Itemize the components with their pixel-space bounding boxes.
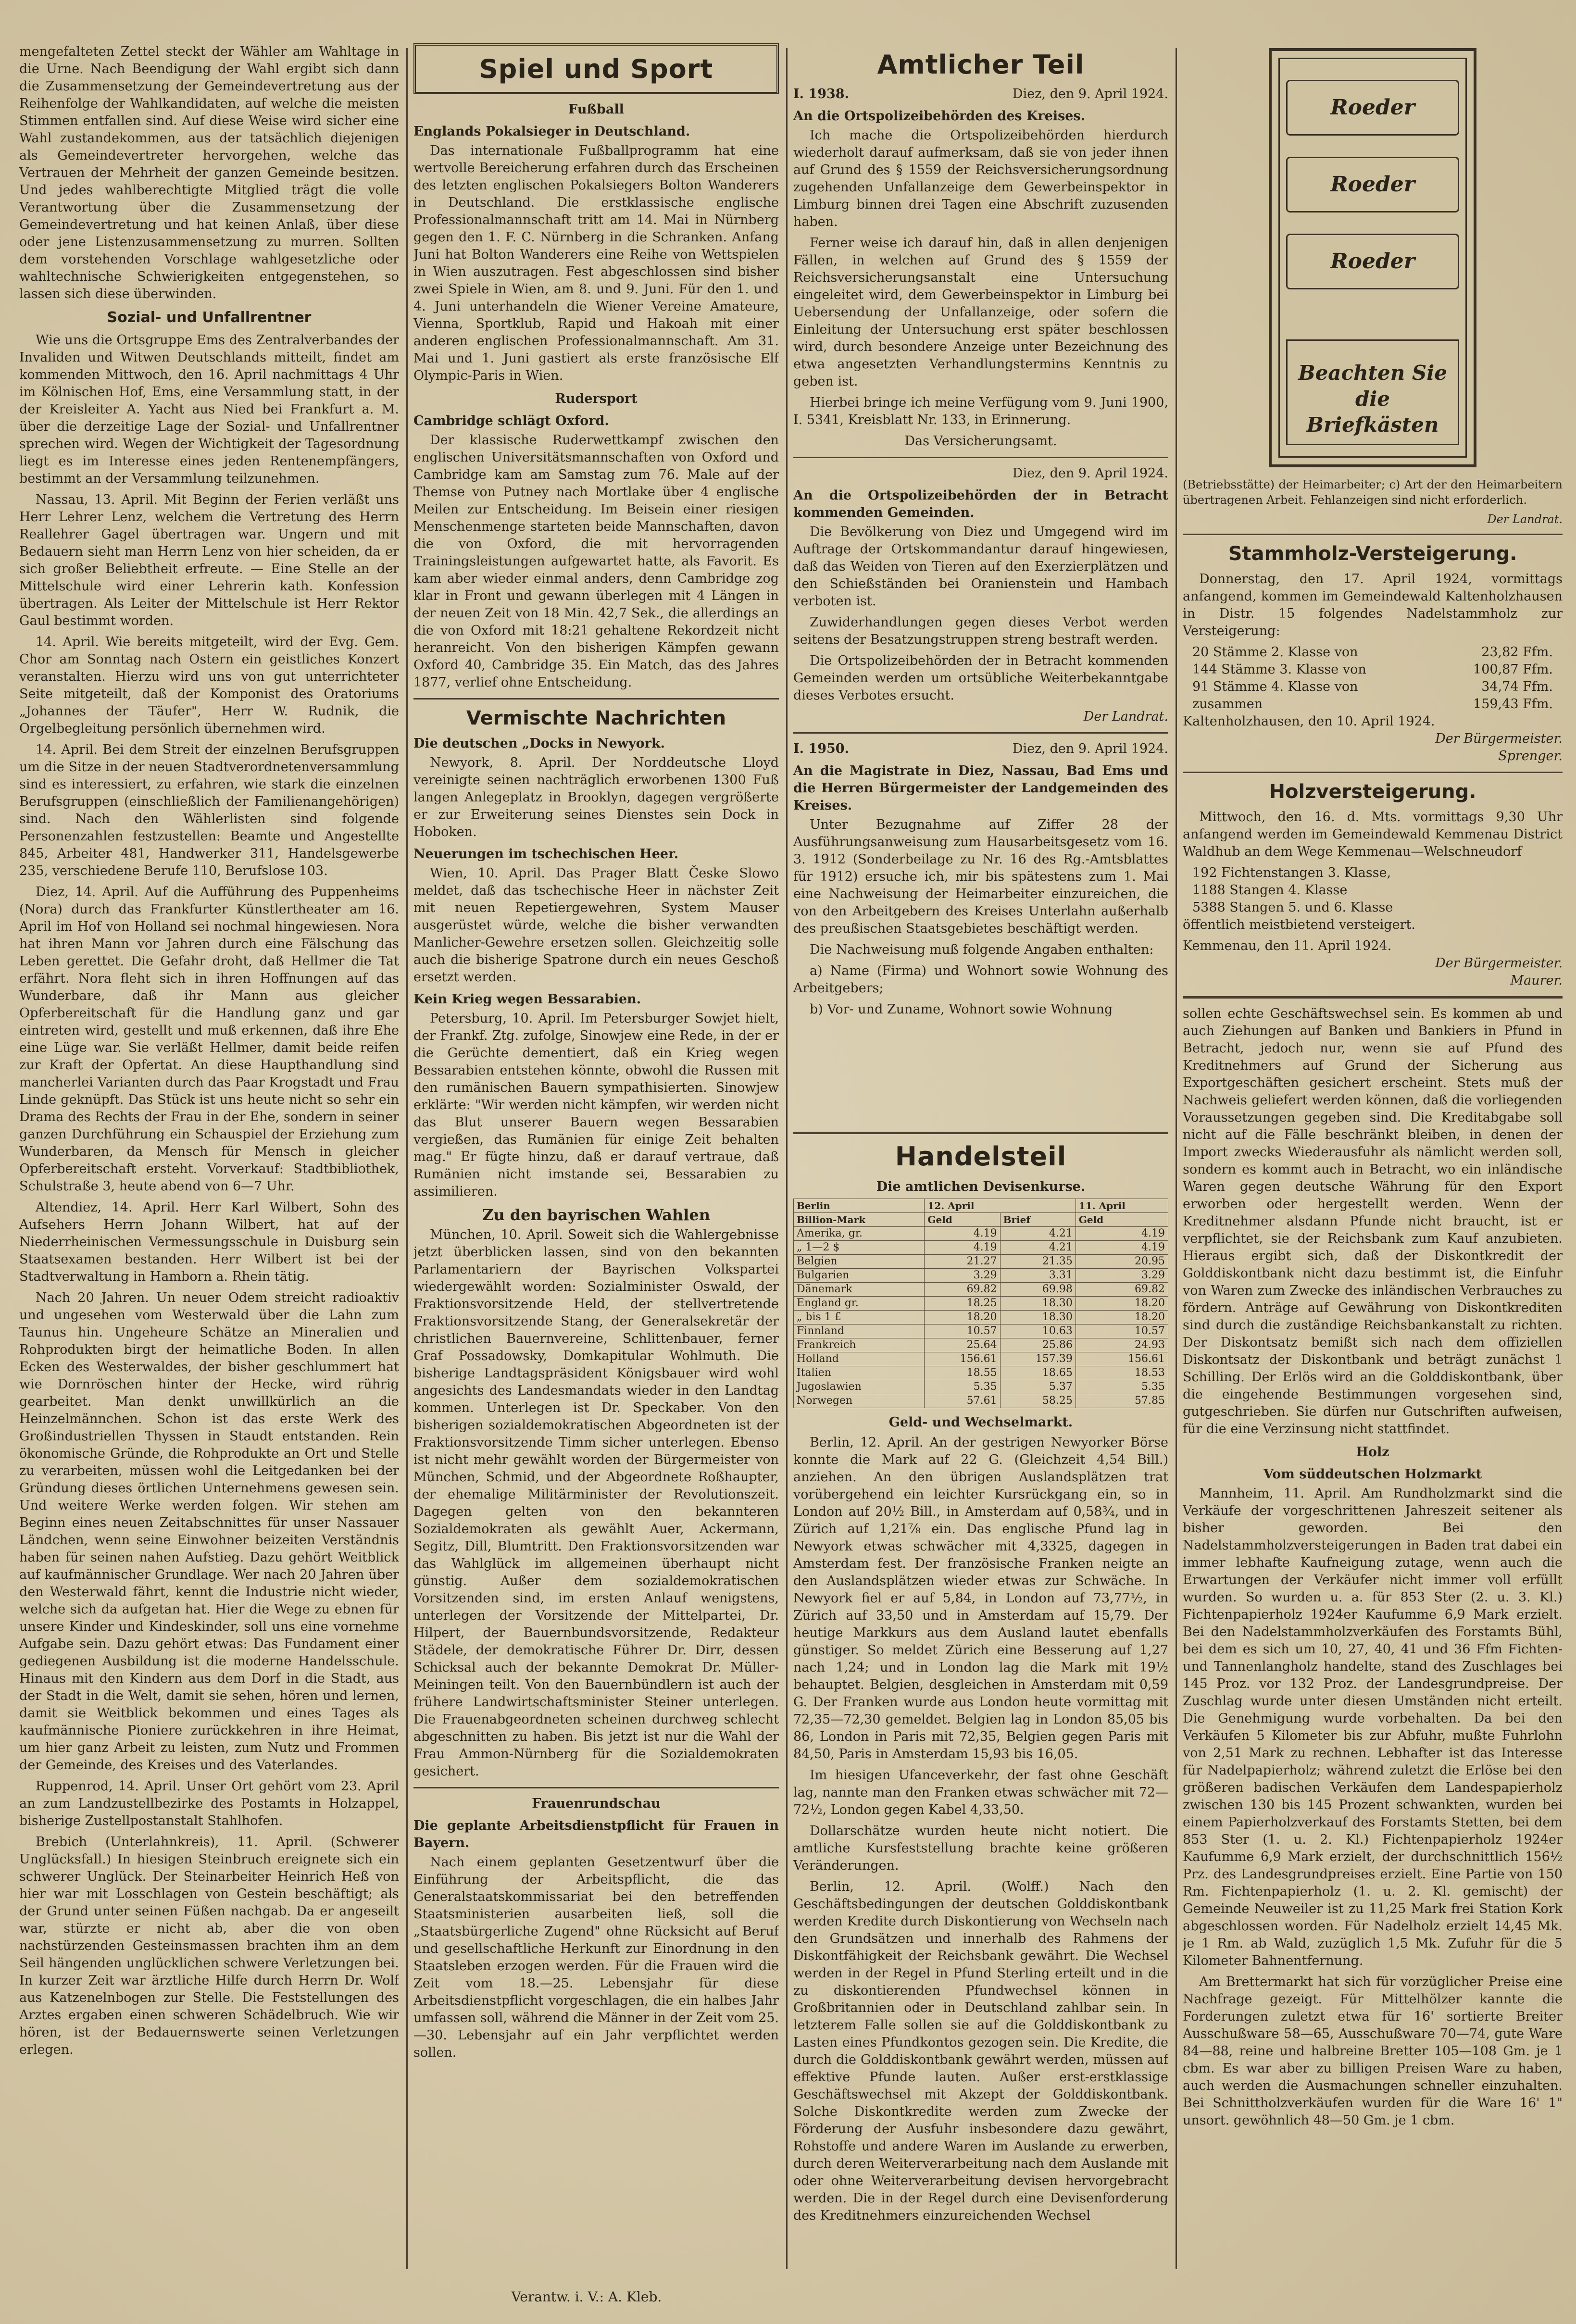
subhead-ruder: Rudersport (555, 391, 638, 406)
stammholz-qty: zusammen (1192, 697, 1263, 712)
article-handel-cont: sollen echte Geschäftswechsel sein. Es kommen ab und auch Ziehungen auf Banken und Bankiers in Pfund in Betracht, jedoch nur, wenn sie auf Pfund des Kreditnehmers auf Grund der Sicherung aus Exportgeschäften gesichert erscheint. Stets muß der Nachweis geliefert werden können, daß die vorliegenden Voraussetzungen gegeben sind. Die Kreditabgabe soll nicht auf die Fälle beschränkt bleiben, in denen der Import zwecks Wiederausfuhr als nämlicht werden soll, sondern es kommt auch in Betracht, wo ein inländische Waren gegen deutsche Währung für den Export erworben oder hergestellt werden. Wenn der Kreditnehmer alsdann Pfunde nicht braucht, ist er verpflichtet, sie der Reichsbank zum Kauf anzubieten. Hieraus ergibt sich, daß der Diskontkredit der Golddiskontbank nicht dazu bestimmt ist, die Einfuhr von Waren zum Zwecke des inländischen Verbrauches zu fördern. Anträge auf Gewährung von Diskontkrediten sind durch die zuständige Reichsbankanstalt zu richten. Der Diskontsatz bemißt sich nach dem offiziellen Diskontsatz der Diskontbank und beträgt zunächst 1 Schilling. Der Erlös wird an die Golddiskontbank, über die eingehende Bestimmungen vorgesehen sind, gutgeschrieben. Sie dürfen nur Gutschriften aufweisen, für die eine Verzinsung nicht stattfindet. (1183, 1006, 1563, 1437)
column-rule-3 (1176, 48, 1177, 2269)
signature-2: Der Landrat. (1083, 709, 1168, 724)
subhead-fussball: Fußball (568, 102, 624, 117)
ad-brand-2: Roeder (1286, 157, 1459, 212)
fx-geld: 10.57 (925, 1324, 1000, 1338)
fx-geld: 18.20 (925, 1311, 1000, 1324)
stammholz-row (1183, 678, 1563, 696)
section-title-amtlich: Amtlicher Teil (877, 50, 1085, 80)
fx-geld: 156.61 (925, 1352, 1000, 1366)
column-sport-misc (413, 43, 779, 2255)
fx-row (794, 1394, 1168, 1408)
fx-brief: 18.30 (1000, 1297, 1076, 1311)
fx-geld: 4.19 (925, 1241, 1000, 1255)
notice-holz-2: öffentlich meistbietend versteigert. (1183, 917, 1415, 932)
fx-brief: 4.21 (1000, 1241, 1076, 1255)
notice-2-p2: Zuwiderhandlungen gegen dieses Verbot werden seitens der Besatzungstruppen streng bestraft werden. (793, 615, 1168, 647)
address-3: An die Magistrate in Diez, Nassau, Bad Ems und die Herren Bürgermeister der Landgemeinden des Kreises. (793, 763, 1168, 813)
fx-currency: Finnland (794, 1324, 925, 1338)
date-1: Diez, den 9. April 1924. (1012, 87, 1168, 101)
footer-editor: Verantw. i. V.: A. Kleb. (511, 2289, 662, 2305)
fx-geld: 4.19 (925, 1227, 1000, 1241)
date-holz: Kemmenau, den 11. April 1924. (1183, 938, 1392, 953)
fx-brief: 69.98 (1000, 1283, 1076, 1297)
fx-brief: Brief (1000, 1213, 1076, 1227)
fx-unit: Billion-Mark (794, 1213, 925, 1227)
column-rule-2 (786, 48, 788, 2269)
fx-row (794, 1338, 1168, 1352)
signature-1: Das Versicherungsamt. (904, 434, 1057, 449)
ad-brand-3: Roeder (1286, 234, 1459, 289)
subhead-devisen: Die amtlichen Devisenkurse. (876, 1179, 1086, 1194)
headline-holzmarkt: Vom süddeutschen Holzmarkt (1263, 1467, 1482, 1482)
fx-brief: 157.39 (1000, 1352, 1076, 1366)
ref-number-1: I. 1938. (793, 87, 849, 101)
fx-geld: 5.35 (925, 1380, 1000, 1394)
stammholz-row (1183, 644, 1563, 661)
stammholz-fm: 100,87 Ffm. (1473, 662, 1553, 677)
article-puppenheim: Diez, 14. April. Auf die Aufführung des Puppenheims (Nora) durch das Frankfurter Künstlertheater am 16. April im Hof von Holland sei nochmal hingewiesen. Nora hat ihren Mann vor Jahren durch eine Fälschung das Leben gerettet. Die Gefahr droht, daß Hellmer die Tat erfährt. Nora fleht sich in ihren Hoffnungen auf das Wunderbare, daß ihr Mann aus gleicher Opferbereitschaft für die Handlung ganz und gar eintreten wird, gestellt und muß erkennen, daß ihre Ehe eine Lüge war. Sie verläßt Hellmer, damit beide reifen zur Kraft der Opfertat. An diese Haupthandlung sind mancherlei Varianten durch das Paar Krogstadt und Frau Linde geknüpft. Das Stück ist uns heute nicht so sehr ein Drama des Rechts der Frau in der Ehe, sondern in seiner ganzen Durchführung ein Schauspiel der Erziehung zum Wunderbaren, da Mensch für Mensch in gleicher Opferbereitschaft ersteht. Vorverkauf: Stadtbibliothek, Schulstraße 3, heute abend von 6—7 Uhr. (19, 885, 399, 1194)
section-title-handel: Handelsteil (895, 1141, 1067, 1172)
fx-currency: „ bis 1 £ (794, 1311, 925, 1324)
roeder-advertisement (1269, 48, 1476, 467)
fx-geld: 69.82 (925, 1283, 1000, 1297)
fx-brief: 18.30 (1000, 1311, 1076, 1324)
section-title-sport: Spiel und Sport (479, 54, 713, 84)
fx-currency: Bulgarien (794, 1269, 925, 1283)
notice-1-p2: Ferner weise ich darauf hin, daß in allen denjenigen Fällen, in welchen auf Grund des § 1559 der Reichsversicherungsanstalt eine Untersuchung eingeleitet wird, dem Gewerbeinspektor in Limburg bei Uebersendung der Unfallanzeige, oder sofern die Einleitung der Untersuchung erst später beschlossen wird, durch besondere Anzeige unter Bezeichnung des etwa angesetzten Verhandlungstermins Kenntnis zu geben ist. (793, 236, 1168, 389)
stammholz-qty: 91 Stämme 4. Klasse von (1192, 679, 1358, 694)
notice-3-p1: Unter Bezugnahme auf Ziffer 28 der Ausführungsanweisung zum Hausarbeitsgesetz vom 16. 3. 1912 (Sonderbeilage zu Nr. 16 des Rg.-Amtsblattes für 1912) ersuche ich, mir bis spätestens zum 1. Mai eine Nachweisung der Heimarbeiter einzureichen, die von den Arbeitgebern des Kreises Unterlahn außerhalb des preußischen Staatsgebietes beschäftigt werden. (793, 817, 1168, 936)
fx-row (794, 1366, 1168, 1380)
article-holzmarkt-2: Am Brettermarkt hat sich für vorzüglicher Preise eine Nachfrage gezeigt. Für Mittelhölzer kannte die Forderungen zuletzt etwa für 16' sortierte Breiter Ausschußware 58—65, Ausschußware 70—74, gute Ware 84—88, reine und halbreine Bretter 105—108 Gm. je 1 cbm. Es war aber zu billigen Preisen Ware zu haben, auch werden die Ausmachungen schneller einzuhalten. Bei Schnittholzverkäufen wurden für die Ware 16' 1" unsort. gewöhnlich 48—50 Gm. je 1 cbm. (1183, 1974, 1563, 2128)
stammholz-fm: 159,43 Ffm. (1473, 697, 1553, 712)
article-ruder: Der klassische Ruderwettkampf zwischen den englischen Universitätsmannschaften von Oxford und Cambridge kam am Samstag zum 76. Male auf der Themse von Putney nach Mortlake über 4 englische Meilen zur Entscheidung. Im Beisein einer riesigen Menschenmenge starteten beide Mannschaften, davon die von Oxford, die mit hervorragenden Trainingsleistungen aufgewartet hatte, als Favorit. Es kam aber wieder einmal anders, denn Cambridge zog klar in Front und gewann überlegen mit 4 Längen in der neuen Zeit von 18 Min. 42,7 Sek., die allerdings an die von Oxford mit 18:21 gehaltene Rekordzeit nicht heranreicht. Von den bisherigen Kämpfen gewann Oxford 40, Cambridge 35. Ein Match, das des Jahres 1877, verlief ohne Entscheidung. (413, 433, 779, 690)
fx-currency: Holland (794, 1352, 925, 1366)
headline-docks: Die deutschen „Docks in Newyork. (413, 736, 665, 751)
stammholz-row (1183, 661, 1563, 678)
holz-list (1183, 864, 1563, 916)
fx-geld-prev: 156.61 (1076, 1352, 1168, 1366)
subhead-geldmarkt: Geld- und Wechselmarkt. (888, 1415, 1073, 1430)
stammholz-list (1183, 644, 1563, 713)
fx-brief: 25.86 (1000, 1338, 1076, 1352)
fx-geld-prev: 4.19 (1076, 1241, 1168, 1255)
ref-number-3: I. 1950. (793, 741, 849, 756)
fx-geld-2: Geld (1076, 1213, 1168, 1227)
fx-geld-prev: 57.85 (1076, 1394, 1168, 1408)
holz-row (1183, 864, 1563, 882)
holz-qty: 192 Fichtenstangen 3. Klasse, (1192, 865, 1391, 880)
notice-2-p3: Die Ortspolizeibehörden der in Betracht kommenden Gemeinden werden um ortsübliche Weiterbekanntgabe dieses Verbotes ersucht. (793, 653, 1168, 703)
article-holzmarkt: Mannheim, 11. April. Am Rundholzmarkt sind die Verkäufe der vorgeschrittenen Jahreszeit seitener als bisher geworden. Bei den Nadelstammholzversteigerungen in Baden trat dabei ein immer lebhafte Kaufneigung zutage, wenn auch die Erwartungen der Verkäufer nicht immer voll erfüllt wurden. So wurden u. a. für 853 Ster (2. u. 3. Kl.) Fichtenpapierholz 1924er Kaufumme 6,9 Mark erzielt. Bei den Nadelstammholzverkäufen des Forstamts Bühl, bei dem es sich um 10, 27, 40, 41 und 36 Ffm Fichten- und Tannenlangholz handelte, stand des Zuschlages bei 145 Proz. vor 132 Proz. der Landesgrundpreise. Der Zuschlag wurde unter diesen Umständen nicht erteilt. Die Genehmigung wurde vorbehalten. Da bei den Verkäufen 5 Kilometer bis zur Abfuhr, mußte Fuhrlohn von 2,51 Mark zu rechnen. Lebhafter ist das Interesse für Nadelpapierholz; während zuletzt die Erlöse bei den größeren badischen Verkäufen dem Landespapierholz zwischen 130 bis 145 Prozent schwankten, wurden bei einem Papierholzverkauf des Forstamts Stetten, bei dem 853 Ster (1. u. 2. Kl.) Fichtenpapierholz 1924er Kaufumme 6,9 Mark erzielt, der durchschnittlich 156½ Prz. des Landesgrundpreises erzielt. Eine Partie von 150 Rm. Fichtenpapierholz (1. u. 2. Kl. gemischt) der Gemeinde Neuweiler ist zu 11,25 Mark frei Station Kork abgeschlossen worden. Für Nadelholz erzielt 14,45 Mk. je 1 Rm. ab Wald, zuzüglich 1,5 Mk. Zufuhr für die 5 Kilometer Bahnentfernung. (1183, 1486, 1563, 1968)
column-official (793, 43, 1168, 1115)
column-ads (1183, 43, 1563, 2303)
signature-holz-1: Der Bürgermeister. (1435, 956, 1563, 971)
fx-currency: Jugoslawien (794, 1380, 925, 1394)
headline-krieg: Kein Krieg wegen Bessarabien. (413, 992, 641, 1007)
notice-holz: Mittwoch, den 16. d. Mts. vormittags 9,30 Uhr anfangend werden im Gemeindewald Kemmenau District Waldhub an dem Wege Kemmenau—Welschneudorf (1183, 810, 1563, 859)
fx-row (794, 1255, 1168, 1269)
subhead-frauen: Frauenrundschau (532, 1796, 661, 1811)
article-frauen: Nach einem geplanten Gesetzentwurf über die Einführung der Arbeitspflicht, die das Generalstaatskommissariat bei den betreffenden Staatsministerien ausarbeiten ließ, soll die „Staatsbürgerliche Zugend" ohne Rücksicht auf Beruf und gesellschaftliche Herkunft zur Einordnung in den Staatsleben erzogen werden. Für die Frauen wird die Zeit vom 18.—25. Lebensjahr für diese Arbeitsdienstpflicht vorgeschlagen, die ein halbes Jahr umfassen soll, während die Männer in der Zeit vom 25.—30. Lebensjahr auf ein Jahr verpflichtet werden sollen. (413, 1855, 779, 2060)
heading-sozial: Sozial- und Unfallrentner (107, 309, 312, 326)
fx-currency: Amerika, gr. (794, 1227, 925, 1241)
fx-brief: 3.31 (1000, 1269, 1076, 1283)
article-geld-1: Berlin, 12. April. An der gestrigen Newyorker Börse konnte die Mark auf 22 G. (Gleichzeit 4,54 Bill.) anziehen. An den übrigen Auslandsplätzen trat vorübergehend ein leichter Kursrückgang ein, so in London auf 20½ Bill., in Amsterdam auf 0,58¾, und in Zürich auf 1,21⅞ ein. Das englische Pfund lag in Newyork etwas schwächer mit 4,3325, dagegen in Amsterdam fest. Der französische Franken neigte an den Auslandsplätzen wieder etwas zur Schwäche. In Newyork fiel er auf 5,84, in London auf 73,77½, in Zürich auf 33,50 und in Amsterdam auf 15,79. Der heutige Markkurs aus dem Ausland lautet ebenfalls günstiger. So meldet Zürich eine Besserung auf 1,27 nach 1,24; und in London lag die Mark mit 19½ behauptet. Belgien, desgleichen in Amsterdam mit 0,59 G. Der Franken wurde aus London heute vormittag mit 72,35—72,30 gemeldet. Belgien lag in London 85,05 bis 86, London in Paris mit 72,35, Belgien gegen Paris mit 84,50, Paris in Amsterdam 15,93 bis 16,05. (793, 1435, 1168, 1762)
address-2: An die Ortspolizeibehörden der in Betracht kommenden Gemeinden. (793, 488, 1168, 520)
stammholz-row (1183, 696, 1563, 713)
fx-row (794, 1241, 1168, 1255)
article-wahl-intro: mengefalteten Zettel steckt der Wähler am Wahltage in die Urne. Nach Beendigung der Wahl ergibt sich dann die Zusammensetzung der Gemeindevertretung aus der Reihenfolge der Wahlkandidaten, auf welche die meisten Stimmen entfallen sind. Auf diese Weise wird sicher eine Wahl zustandekommen, aus der tatsächlich diejenigen als Gemeindevertreter hervorgehen, welche das Vertrauen der Mehrheit der ganzen Gemeinde besitzen. Und jedes wahlberechtigte Mitglied trägt die volle Verantwortung über die Zusammensetzung der Gemeindevertretung und hat keinen Anlaß, über diese oder jene Listenzusammensetzung zu murren. Sollten dem vorstehenden Vorschlage wahlgesetzliche oder wahltechnische Schwierigkeiten entgegenstehen, so lassen sich diese überwinden. (19, 44, 399, 301)
fx-currency: Belgien (794, 1255, 925, 1269)
fx-city: Berlin (794, 1199, 925, 1213)
signature-stammholz-1: Der Bürgermeister. (1435, 731, 1563, 746)
fx-brief: 4.21 (1000, 1227, 1076, 1241)
fx-geld-prev: 24.93 (1076, 1338, 1168, 1352)
notice-3-p2: Die Nachweisung muß folgende Angaben enthalten: (810, 942, 1154, 957)
notice-3-item-b: b) Vor- und Zuname, Wohnort sowie Wohnung (810, 1002, 1113, 1017)
article-nach-20-jahren: Nach 20 Jahren. Un neuer Odem streicht radioaktiv und ungesehen vom Westerwald über die Lahn zum Taunus hin. Ungeheure Schätze an Mineralien und Rohprodukten birgt der heimatliche Boden. In allen Ecken des Westerwaldes, der bisher geschlummert hat wie Dornröschen hinter der Hecke, wird rührig gearbeitet. Man denkt unwillkürlich an die Heinzelmännchen. Schon ist das erste Werk des Großindustriellen Thyssen in Staudt entstanden. Rein ökonomische Gründe, die Rohprodukte an Ort und Stelle zu verarbeiten, müssen wohl die Leitgedanken bei der Gründung dieses örtlichen Unternehmens gewesen sein. Und weitere Werke werden folgen. Wir stehen am Beginn eines neuen Zeitabschnittes für unser Nassauer Ländchen, wenn seine Einwohner beizeiten Verständnis haben für seinen nahen Aufstieg. Dazu gehört Weitblick auf kaufmännischer Grundlage. Wer nach 20 Jahren über den Westerwald fährt, kennt die Industrie nicht wieder, welche sich da aufgetan hat. Hier die Wege zu ebnen für unsere Kinder und Kindeskinder, soll uns eine vornehme Aufgabe sein. Dazu gehört etwas: Das Fundament einer gediegenen Ausbildung ist die moderne Handelsschule. Hinaus mit den Kindern aus dem Dorf in die Stadt, aus der Stadt in die Welt, damit sie sehen, hören und lernen, damit sie Weitblick bekommen und eines Tages als kaufmännische Pioniere zurückkehren in ihre Heimat, um hier ganz Arbeit zu leisten, zum Nutz und Frommen der Gemeinde, des Kreises und des Vaterlandes. (19, 1290, 399, 1773)
fx-row (794, 1380, 1168, 1394)
holz-row (1183, 882, 1563, 899)
article-fussball: Das internationale Fußballprogramm hat eine wertvolle Bereicherung erfahren durch das Erscheinen des letzten englischen Pokalsiegers Bolton Wanderers in Deutschland. Die erstklassische englische Professionalmannschaft tritt am 14. Mai in Nürnberg gegen den 1. F. C. Nürnberg in die Schranken. Anfang Juni hat Bolton Wanderers eine Reihe von Wettspielen in Wien auszutragen. Fest abgeschlossen sind bisher zwei Spiele in Wien, am 8. und 9. Juni. Für den 1. und 4. Juni unterhandeln die Wiener Vereine Amateure, Vienna, Sportklub, Rapid und Hakoah mit einer anderen englischen Professionalmannschaft. Am 31. Mai und 1. Juni gastiert als erste französische Elf Olympic-Paris in Wien. (413, 143, 779, 383)
stammholz-fm: 23,82 Ffm. (1481, 645, 1553, 660)
section-title-vermischte: Vermischte Nachrichten (466, 707, 726, 729)
fx-geld-prev: 69.82 (1076, 1283, 1168, 1297)
fx-currency: Norwegen (794, 1394, 925, 1408)
fx-date2: 11. April (1076, 1199, 1168, 1213)
fx-geld-prev: 18.53 (1076, 1366, 1168, 1380)
title-holzversteigerung: Holzversteigerung. (1269, 781, 1476, 803)
fx-geld: 21.27 (925, 1255, 1000, 1269)
holz-qty: 5388 Stangen 5. und 6. Klasse (1192, 900, 1393, 915)
holz-row (1183, 899, 1563, 916)
headline-frauen: Die geplante Arbeitsdienstpflicht für Frauen in Bayern. (413, 1818, 779, 1850)
fx-geld: 18.55 (925, 1366, 1000, 1380)
fx-row (794, 1311, 1168, 1324)
fx-geld-prev: 20.95 (1076, 1255, 1168, 1269)
headline-fussball: Englands Pokalsieger in Deutschland. (413, 124, 690, 139)
date-2: Diez, den 9. April 1924. (1012, 466, 1168, 481)
article-ruppenrod: Ruppenrod, 14. April. Unser Ort gehört vom 23. April an zum Landzustellbezirke des Postamts in Holzappel, bisherige Zustellpostanstalt Stahlhofen. (19, 1779, 399, 1828)
fx-geld-prev: 3.29 (1076, 1269, 1168, 1283)
notice-betrieb: (Betriebsstätte) der Heimarbeiter; c) Art der den Heimarbeitern übertragenen Arbeit. Fehlanzeigen sind nicht erforderlich. (1183, 478, 1563, 507)
signature-betrieb: Der Landrat. (1487, 512, 1563, 526)
signature-holz-2: Maurer. (1510, 973, 1563, 988)
fx-geld: 18.25 (925, 1297, 1000, 1311)
subhead-holz: Holz (1356, 1445, 1389, 1460)
fx-geld: 57.61 (925, 1394, 1000, 1408)
fx-brief: 21.35 (1000, 1255, 1076, 1269)
fx-geld: 25.64 (925, 1338, 1000, 1352)
stammholz-qty: 20 Stämme 2. Klasse von (1192, 645, 1358, 660)
headline-ruder: Cambridge schlägt Oxford. (413, 413, 609, 428)
article-geld-2: Im hiesigen Ufanceverkehr, der fast ohne Geschäft lag, nannte man den Franken etwas schwächer mit 72—72½, London gegen Kabel 4,33,50. (793, 1768, 1168, 1817)
fx-geld-prev: 4.19 (1076, 1227, 1168, 1241)
article-heer: Wien, 10. April. Das Prager Blatt Česke Slowo meldet, daß das tschechische Heer in nächster Zeit mit neuen Repetiergewehren, System Mauser ausgerüstet würde, welche die bisher verwandten Manlicher-Gewehre ersetzen sollen. Gleichzeitig solle auch die bisherige Spatrone durch ein neues Geschoß ersetzt werden. (413, 866, 779, 985)
fx-currency: „ 1—2 $ (794, 1241, 925, 1255)
fx-geld-prev: 18.20 (1076, 1311, 1168, 1324)
fx-date1: 12. April (925, 1199, 1076, 1213)
article-brebich: Brebich (Unterlahnkreis), 11. April. (Schwerer Unglücksfall.) In hiesigen Steinbruch ereignete sich ein schwerer Unglück. Der Steinarbeiter Heinrich Heß von hier war mit Losschlagen von Gestein beschäftigt; als der Grund unter seinen Füßen nachgab. Da er angeseilt war, stürzte er nicht ab, aber die von oben nachstürzenden Gesteinsmassen brachten ihm an dem Seil hängenden unglücklichen schwere Verletzungen bei. In kurzer Zeit war ärztliche Hilfe durch Herrn Dr. Wolf aus Katzenelnbogen zur Stelle. Die Feststellungen des Arztes ergaben einen schweren Schädelbruch. Wie wir hören, ist der Bedauernswerte seinen Verletzungen erlegen. (19, 1835, 399, 2057)
fx-row (794, 1297, 1168, 1311)
stammholz-qty: 144 Stämme 3. Klasse von (1192, 662, 1366, 677)
article-chor: 14. April. Wie bereits mitgeteilt, wird der Evg. Gem. Chor am Sonntag nach Ostern ein geistliches Konzert veranstalten. Hierzu wird uns von gut unterrichteter Seite mitgeteilt, daß der Komponist des Oratoriums „Johannes der Täufer", Herr W. Rudnik, die Orgelbegleitung persönlich übernehmen wird. (19, 635, 399, 736)
fx-currency: Dänemark (794, 1283, 925, 1297)
article-sozial: Wie uns die Ortsgruppe Ems des Zentralverbandes der Invaliden und Witwen Deutschlands mitteilt, findet am kommenden Mittwoch, den 16. April nachmittags 4 Uhr im Kölnischen Hof, Ems, eine Versammlung statt, in der der Kreisleiter A. Yacht aus Nied bei Frankfurt a. M. über die derzeitige Lage der Sozial- und Unfallrentner sprechen wird. Wegen der Wichtigkeit der Tagesordnung liegt es im Interesse eines jeden Rentenempfängers, bestimmt an der Versammlung teilzunehmen. (19, 333, 399, 486)
article-krieg: Petersburg, 10. April. Im Petersburger Sowjet hielt, der Frankf. Ztg. zufolge, Sinowjew eine Rede, in der er die Gerüchte dementiert, daß ein Krieg wegen Bessarabien entstehen könnte, obwohl die Russen mit den rumänischen Bauern sympathisierten. Sinowjew erklärte: "Wir werden nicht kämpfen, wir werden nicht das Blut unserer Bauern wegen Bessarabien vergießen, das Rumänien für einige Zeit behalten mag." Er fügte hinzu, daß er darauf vertraue, daß Rumänien nicht imstande sei, Bessarabien zu assimilieren. (413, 1011, 779, 1199)
column-local-news (19, 43, 399, 2303)
address-1: An die Ortspolizeibehörden des Kreises. (793, 109, 1086, 124)
article-geld-4: Berlin, 12. April. (Wolff.) Nach den Geschäftsbedingungen der deutschen Golddiskontbank werden Kredite durch Diskontierung von Wechseln nach den Grundsätzen und innerhalb des Rahmens der Diskontfähigkeit der Reichsbank gewährt. Die Wechsel werden in der Regel in Pfund Sterling erteilt und in die zu diskontierenden Pfundwechsel können in Großbritannien oder in Deutschland zahlbar sein. In letzterem Falle sollen sie auf die Golddiskontbank zu Lasten eines Pfundkontos gezogen sein. Die Kredite, die durch die Golddiskontbank gewährt werden, müssen auf effektive Pfunde lauten. Außer erst-erstklassige Geschäftswechsel mit Akzept der Golddiskontbank. Solche Diskontkredite werden zum Zwecke der Förderung der Ausfuhr insbesondere dazu gewährt, Rohstoffe und andere Waren im Auslande zu erwerben, durch deren Weiterverarbeitung nach dem Auslande mit oder ohne Weiterverarbeitung devisen hervorgebracht werden. Die in der Regel durch eine Devisenforderung des Kreditnehmers einzureichenden Wechsel (793, 1879, 1168, 2223)
headline-bayern: Zu den bayrischen Wahlen (482, 1206, 711, 1224)
fx-brief: 58.25 (1000, 1394, 1076, 1408)
ad-brand-1: Roeder (1286, 80, 1459, 136)
fx-currency: Frankreich (794, 1338, 925, 1352)
notice-3-item-a: a) Name (Firma) und Wohnort sowie Wohnung des Arbeitgebers; (793, 963, 1168, 996)
date-stammholz: Kaltenholzhausen, den 10. April 1924. (1183, 714, 1435, 729)
fx-row (794, 1324, 1168, 1338)
fx-brief: 18.65 (1000, 1366, 1076, 1380)
fx-geld-1: Geld (925, 1213, 1000, 1227)
fx-geld-prev: 10.57 (1076, 1324, 1168, 1338)
article-geld-3: Dollarschätze wurden heute nicht notiert. Die amtliche Kursfeststellung brachte keine größeren Veränderungen. (793, 1824, 1168, 1873)
notice-1-p3: Hierbei bringe ich meine Verfügung vom 9. Juni 1900, I. 5341, Kreisblatt Nr. 133, in Erinnerung. (793, 395, 1168, 427)
article-berufsgruppen: 14. April. Bei dem Streit der einzelnen Berufsgruppen um die Sitze in der neuen Stadtverordnetenversammlung sind es interessiert, zu erfahren, wie stark die einzelnen Berufsgruppen (einschließlich der Familienangehörigen) sind. Nach den Wählerlisten sind folgende Personenzahlen festzustellen: Beamte und Angestellte 845, Arbeiter 481, Handwerker 311, Handelsgewerbe 235, verschiedene Berufe 110, Berufslose 103. (19, 742, 399, 878)
signature-stammholz-2: Sprenger. (1498, 749, 1563, 763)
article-docks: Newyork, 8. April. Der Norddeutsche Lloyd vereinigte seinen nachträglich erworbenen 1300 Fuß langen Anlegeplatz in Brooklyn, dagegen vergrößerte er zur Erweiterung seines Dienstes sein Dock in Hoboken. (413, 755, 779, 839)
notice-1-p1: Ich mache die Ortspolizeibehörden hierdurch wiederholt darauf aufmerksam, daß sie von jeder ihnen auf Grund des § 1559 der Reichsversicherungsordnung zugehenden Unfallanzeige dem Gewerbeinspektor in Limburg binnen drei Tagen eine Abschrift zuzusenden haben. (793, 128, 1168, 229)
headline-heer: Neuerungen im tschechischen Heer. (413, 847, 679, 862)
fx-row (794, 1227, 1168, 1241)
fx-table (793, 1199, 1168, 1408)
fx-currency: Italien (794, 1366, 925, 1380)
date-3: Diez, den 9. April 1924. (1012, 741, 1168, 756)
column-handel (793, 1125, 1168, 2279)
holz-qty: 1188 Stangen 4. Klasse (1192, 883, 1348, 898)
ad-cta: Beachten Sie die Briefkästen (1286, 339, 1459, 445)
fx-brief: 5.37 (1000, 1380, 1076, 1394)
stammholz-fm: 34,74 Ffm. (1481, 679, 1553, 694)
fx-row (794, 1283, 1168, 1297)
fx-brief: 10.63 (1000, 1324, 1076, 1338)
notice-2-p1: Die Bevölkerung von Diez und Umgegend wird im Auftrage der Ortskommandantur darauf hingewiesen, daß das Weiden von Tieren auf den Exerzierplätzen und den Schießständen bei Oranienstein und Hambach verboten ist. (793, 525, 1168, 609)
title-stammholz: Stammholz-Versteigerung. (1228, 543, 1517, 565)
fx-geld-prev: 5.35 (1076, 1380, 1168, 1394)
notice-stammholz: Donnerstag, den 17. April 1924, vormittags anfangend, kommen im Gemeindewald Kaltenholzhausen in Distr. 15 folgendes Nadelstammholz zur Versteigerung: (1183, 572, 1563, 638)
column-rule-1 (406, 48, 408, 2269)
article-bayern: München, 10. April. Soweit sich die Wahlergebnisse jetzt überblicken lassen, sind von den bekannten Parlamentariern der Bayrischen Volkspartei wiedergewählt worden: Sozialminister Oswald, der Fraktionsvorsitzende Held, der stellvertretende Fraktionsvorsitzende Stang, der Generalsekretär der christlichen Bauernvereine, Schlittenbauer, ferner Graf Possadowsky, Domkapitular Wohlmuth. Die bisherige Landtagspräsident Königsbauer wird wohl angesichts des Landesmandats wieder in den Landtag kommen. Unterlegen ist Dr. Speckaber. Von den bisherigen sozialdemokratischen Abgeordneten ist der Fraktionsvorsitzende Timm sicher unterlegen. Ebenso ist nicht mehr gewählt worden der Bürgermeister von München, Schmid, und der Abgeordnete Roßhaupter, der ehemalige Militärminister der Revolutionszeit. Dagegen gelten von den bekannteren Sozialdemokraten als gewählt Auer, Ackermann, Segitz, Dill, Blumtritt. Den Fraktionsvorsitzenden war das Wahlglück im allgemeinen überhaupt nicht günstig. Außer dem sozialdemokratischen Vorsitzenden sind, im ersten Anlauf wenigstens, unterlegen der Vorsitzende der Mittelpartei, Dr. Hilpert, der Bauernbundsvorsitzende, Redakteur Städele, der demokratische Führer Dr. Dirr, dessen Schicksal auch der bekannte Demokrat Dr. Müller-Meiningen teilt. Von den Bauernbündlern ist auch der frühere Landwirtschaftsminister Steiner unterlegen. Die Frauenabgeordneten scheinen durchweg schlecht abgeschnitten zu haben. Bis jetzt ist nur die Wahl der Frau Ammon-Nürnberg für die Sozialdemokraten gesichert. (413, 1227, 779, 1779)
fx-row (794, 1269, 1168, 1283)
fx-geld: 3.29 (925, 1269, 1000, 1283)
fx-geld-prev: 18.20 (1076, 1297, 1168, 1311)
article-nassau: Nassau, 13. April. Mit Beginn der Ferien verläßt uns Herr Lehrer Lenz, welchem die Vertretung des Herrn Reallehrer Gagel übertragen war. Ungern und mit Bedauern sieht man Herrn Lenz von hier scheiden, da er sich großer Beliebtheit erfreute. — Eine Stelle an der Mittelschule wird einer Lehrerin kath. Konfession übertragen. Als Leiter der Mittelschule ist Herr Rektor Gaul bestimmt worden. (19, 492, 399, 628)
fx-currency: England gr. (794, 1297, 925, 1311)
article-altendiez: Altendiez, 14. April. Herr Karl Wilbert, Sohn des Aufsehers Herrn Johann Wilbert, hat auf der Niederrheinischen Vermessungsschule in Duisburg sein Staatsexamen bestanden. Herr Wilbert ist bei der Stadtverwaltung in Hamborn a. Rhein tätig. (19, 1200, 399, 1284)
fx-row (794, 1352, 1168, 1366)
